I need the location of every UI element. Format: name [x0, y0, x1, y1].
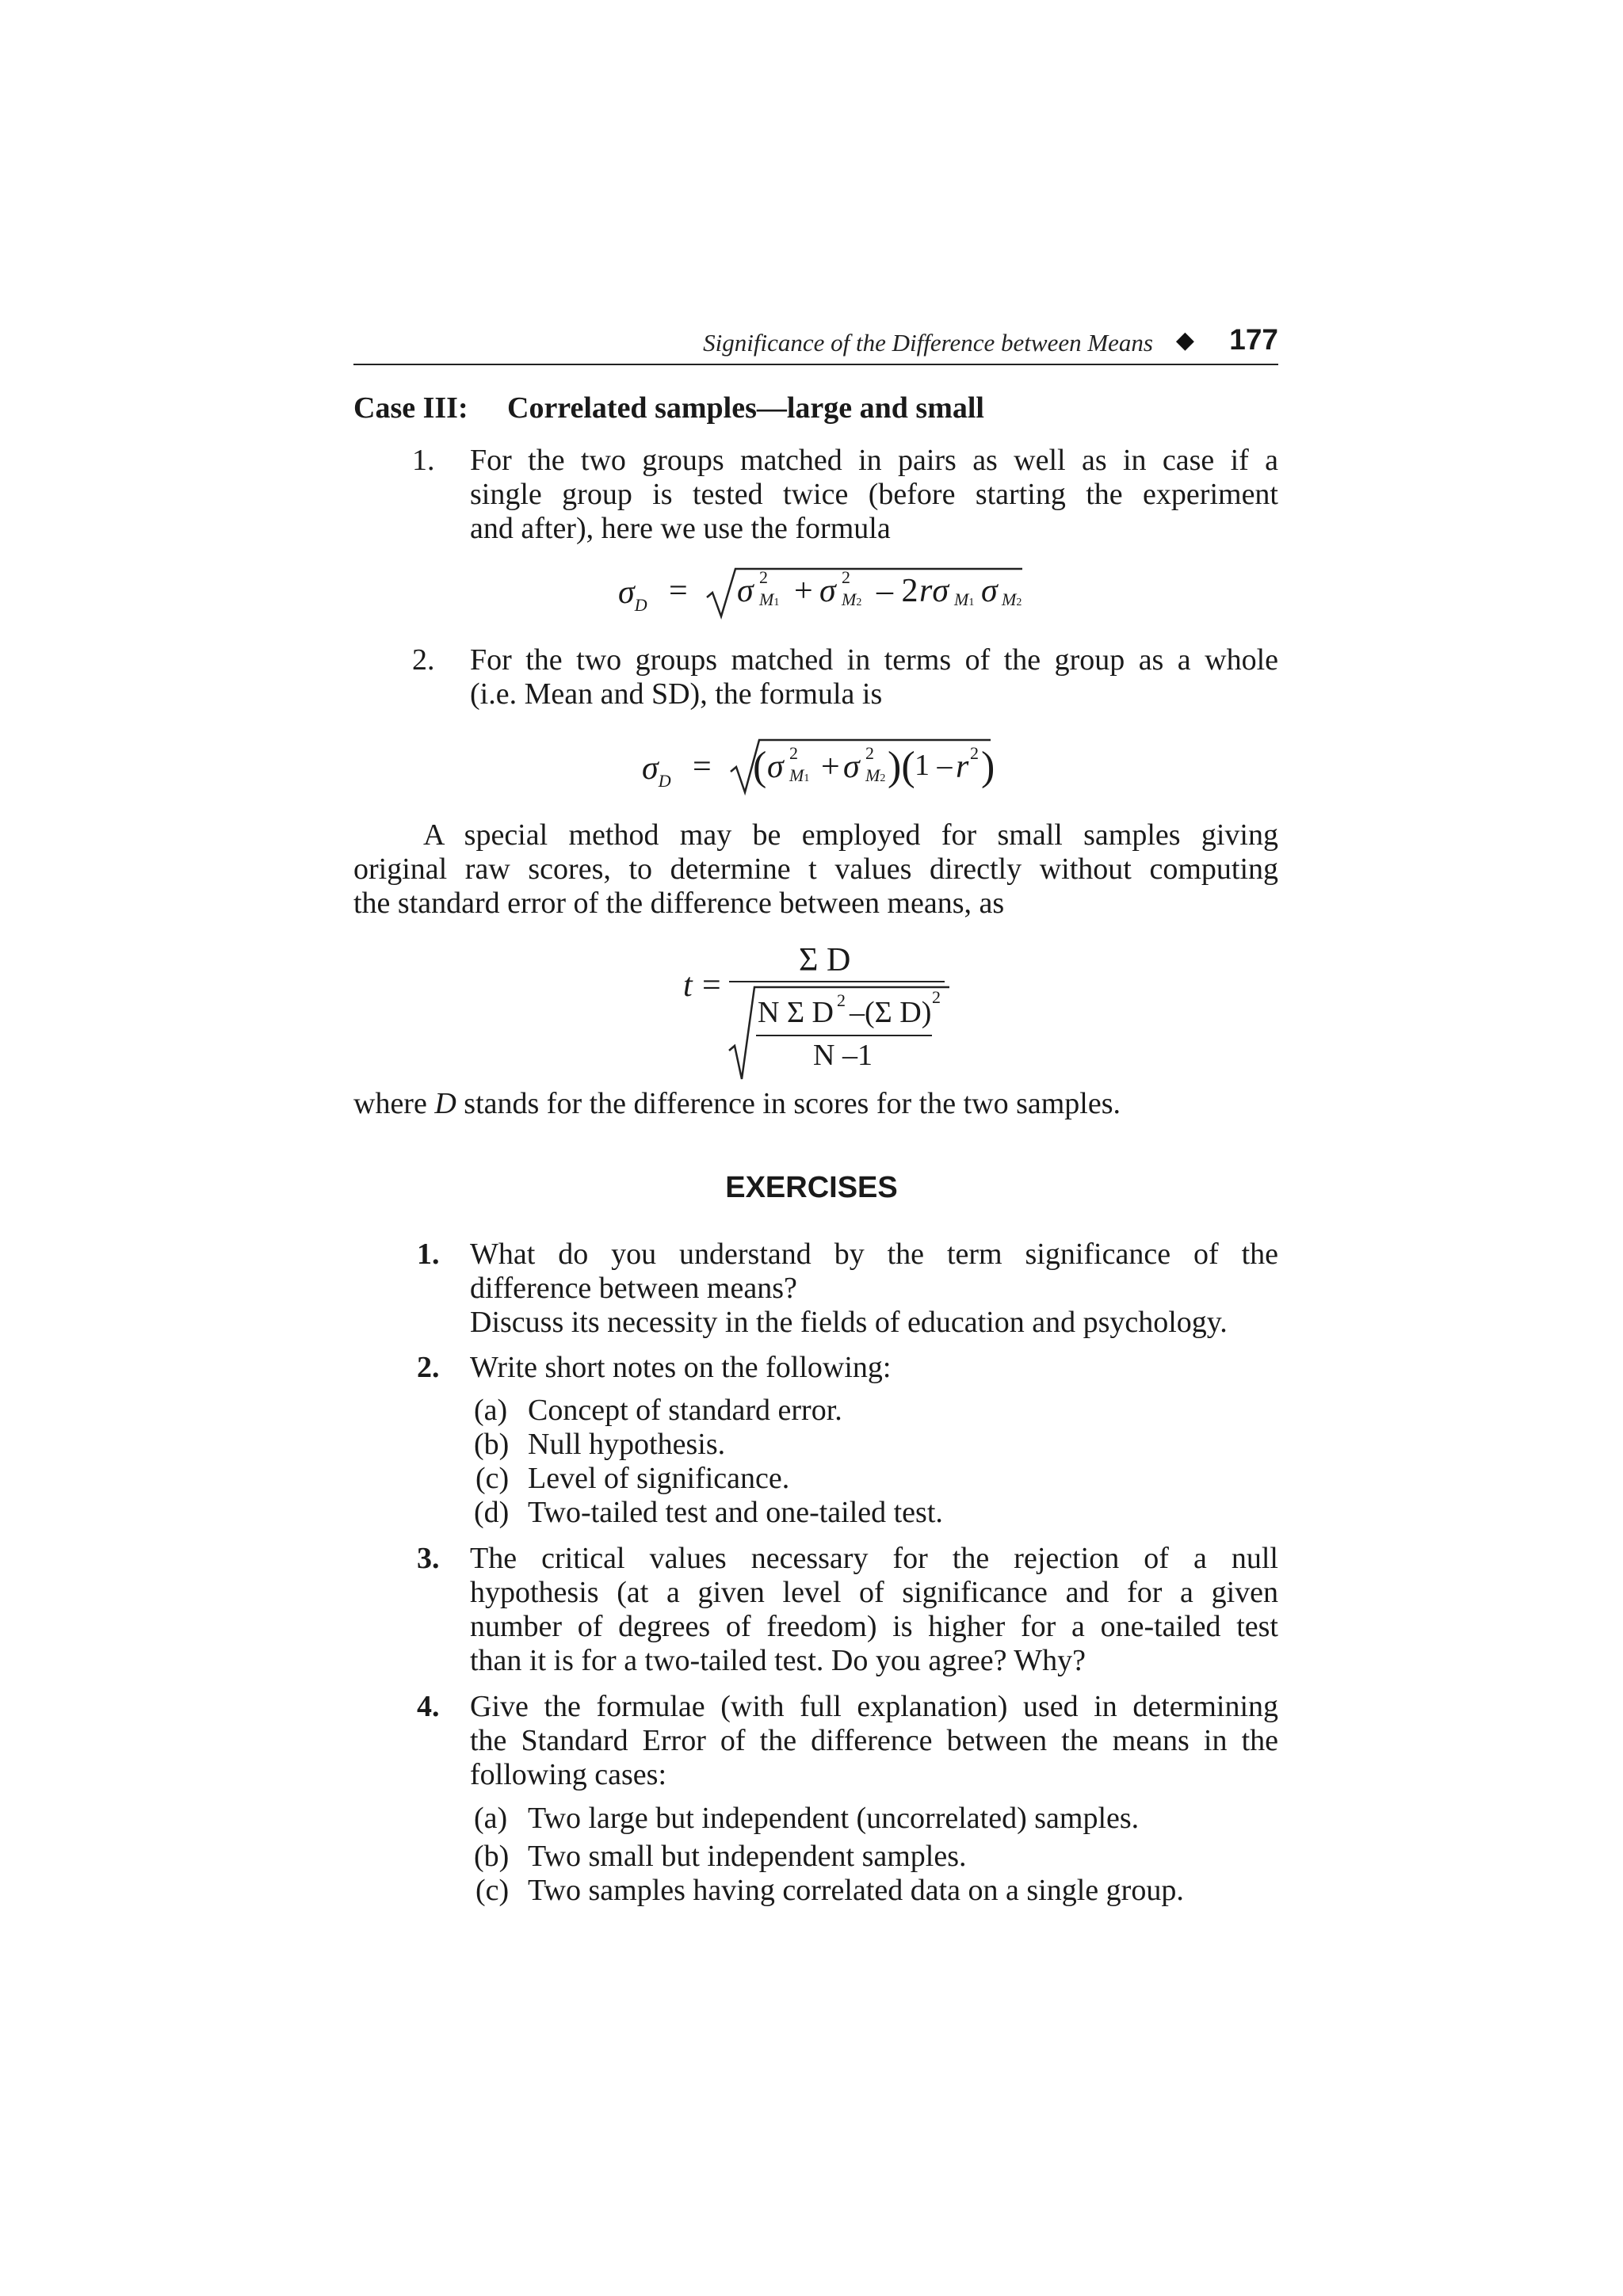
- formula-subscript: M: [789, 765, 804, 785]
- variable-d: D: [434, 1087, 456, 1120]
- formula-symbol: σ: [737, 573, 754, 609]
- body-paragraph-line-2: original raw scores, to determine t values directly without computing: [353, 852, 1278, 886]
- formula-subscript-index: 2: [880, 772, 886, 784]
- formula-symbol: r: [919, 573, 933, 609]
- formula-subscript: M: [842, 589, 857, 609]
- body-paragraph-line-3: the standard error of the difference between means, as: [353, 887, 1005, 920]
- diamond-icon: ◆: [1175, 327, 1194, 353]
- exercise-3-line-1: The critical values necessary for the rejection of a null: [470, 1542, 1278, 1575]
- case-item-2-line-1: For the two groups matched in terms of the group as a whole: [470, 643, 1278, 677]
- where-text: stands for the difference in scores for the two samples.: [456, 1087, 1121, 1120]
- fraction-bar: [729, 981, 945, 982]
- formula-subscript: D: [658, 771, 671, 791]
- formula-superscript: 2: [789, 743, 798, 763]
- formula-sigma-d-matched: $\sigma_D$ = ( σ 2 M1 + σ 2 M2 )( 1 – r 2 ): [642, 748, 991, 803]
- formula-symbol: σ: [932, 573, 949, 609]
- formula-inner-denominator: N –1: [813, 1039, 873, 1072]
- formula-symbol: σ: [618, 574, 635, 611]
- exercise-4-line-1: Give the formulae (with full explanation) used in determining: [470, 1690, 1278, 1723]
- exercise-4-line-3: following cases:: [470, 1758, 667, 1791]
- formula-subscript: M: [1002, 589, 1017, 609]
- exercise-2-sub-text: Null hypothesis.: [528, 1428, 726, 1461]
- page-number: 177: [1229, 323, 1278, 356]
- exercise-4-sub-label: (a): [474, 1802, 508, 1835]
- case-heading: [353, 391, 468, 425]
- formula-t-value: [680, 940, 949, 1082]
- formula-superscript: 2: [842, 567, 850, 587]
- formula-subscript-index: 1: [804, 772, 810, 784]
- inner-fraction-bar: [756, 1035, 932, 1036]
- formula-numerator: Σ D: [799, 942, 851, 978]
- formula-sigma-d-correlated: [618, 567, 1030, 627]
- formula-superscript: 2: [837, 990, 846, 1010]
- formula-symbol: σ: [642, 750, 659, 787]
- formula-minus: – 2: [876, 573, 918, 609]
- case-item-1-line-1: For the two groups matched in pairs as well as in case if a: [470, 444, 1278, 477]
- formula-symbol: σ: [767, 749, 784, 785]
- formula-superscript: 2: [759, 567, 768, 587]
- exercise-2-sub-text: Concept of standard error.: [528, 1394, 842, 1427]
- exercise-4-line-2: the Standard Error of the difference between the means in the: [470, 1724, 1278, 1757]
- exercise-2-sub-text: Level of significance.: [528, 1462, 790, 1495]
- exercise-number: 4.: [417, 1690, 440, 1723]
- running-header-title: Significance of the Difference between Means: [703, 329, 1153, 357]
- exercise-number: 2.: [417, 1351, 440, 1384]
- case-title: Correlated samples—large and small: [507, 391, 984, 425]
- exercise-2-sub-label: (d): [474, 1496, 510, 1529]
- formula-superscript: 2: [970, 743, 979, 763]
- where-text: where: [353, 1087, 435, 1120]
- case-item-number: 1.: [412, 444, 435, 477]
- formula-subscript-index: 1: [773, 597, 780, 608]
- exercise-3-line-2: hypothesis (at a given level of significance and for a given: [470, 1576, 1278, 1609]
- exercise-4-sub-text: Two large but independent (uncorrelated) samples.: [528, 1802, 1140, 1835]
- formula-symbol: σ: [819, 573, 836, 609]
- formula-inner-numerator: –(Σ D): [850, 996, 932, 1029]
- exercise-3-line-3: number of degrees of freedom) is higher for a one-tailed test: [470, 1610, 1278, 1643]
- formula-inner-numerator: N Σ D: [758, 996, 834, 1029]
- formula-equals: =: [693, 749, 712, 785]
- exercise-2-sub-label: (a): [474, 1394, 508, 1427]
- exercise-4-sub-label: (b): [474, 1840, 510, 1873]
- exercise-number: 1.: [417, 1238, 440, 1271]
- formula-one-minus: 1 –: [915, 749, 953, 782]
- exercise-4-sub-text: Two samples having correlated data on a single group.: [528, 1874, 1184, 1907]
- formula-subscript: M: [865, 765, 880, 785]
- exercises-heading: EXERCISES: [725, 1171, 898, 1204]
- formula-subscript-index: 2: [856, 597, 862, 608]
- formula-symbol: σ: [981, 573, 998, 609]
- exercise-4-sub-label: (c): [475, 1874, 510, 1907]
- exercise-2-sub-text: Two-tailed test and one-tailed test.: [528, 1496, 943, 1529]
- formula-superscript: 2: [865, 743, 874, 763]
- exercise-number: 3.: [417, 1542, 440, 1575]
- formula-plus: +: [821, 749, 840, 785]
- formula-symbol: t: [683, 967, 693, 1004]
- exercise-1-line-1: What do you understand by the term significance of the: [470, 1238, 1278, 1271]
- case-item-number: 2.: [412, 643, 435, 677]
- case-label: Case III:: [353, 391, 468, 425]
- formula-symbol: σ: [843, 749, 860, 785]
- exercise-2-sub-label: (b): [474, 1428, 510, 1461]
- formula-superscript: 2: [932, 987, 941, 1007]
- running-header: [353, 325, 1278, 361]
- formula-equals: =: [702, 967, 721, 1004]
- exercise-2-sub-label: (c): [475, 1462, 510, 1495]
- exercise-1-line-3: Discuss its necessity in the fields of education and psychology.: [470, 1306, 1228, 1339]
- case-item-1-line-2: single group is tested twice (before starting the experiment: [470, 478, 1278, 511]
- exercise-2-line: Write short notes on the following:: [470, 1351, 892, 1384]
- exercise-1-line-2: difference between means?: [470, 1272, 797, 1305]
- body-paragraph-line-1: A special method may be employed for small samples giving: [423, 818, 1278, 852]
- case-item-2-line-2: (i.e. Mean and SD), the formula is: [470, 677, 883, 711]
- formula-plus: +: [794, 573, 813, 609]
- header-rule: [353, 364, 1278, 365]
- formula-subscript-index: 1: [968, 597, 975, 608]
- where-line: [353, 1087, 1121, 1121]
- formula-equals: =: [669, 573, 688, 609]
- formula-subscript: M: [759, 589, 774, 609]
- exercise-3-line-4: than it is for a two-tailed test. Do you agree? Why?: [470, 1644, 1086, 1677]
- case-item-1-line-3: and after), here we use the formula: [470, 512, 891, 545]
- formula-subscript: M: [954, 589, 969, 609]
- formula-subscript-index: 2: [1016, 597, 1022, 608]
- formula-subscript: D: [634, 595, 647, 615]
- exercise-4-sub-text: Two small but independent samples.: [528, 1840, 967, 1873]
- formula-symbol: r: [956, 749, 969, 785]
